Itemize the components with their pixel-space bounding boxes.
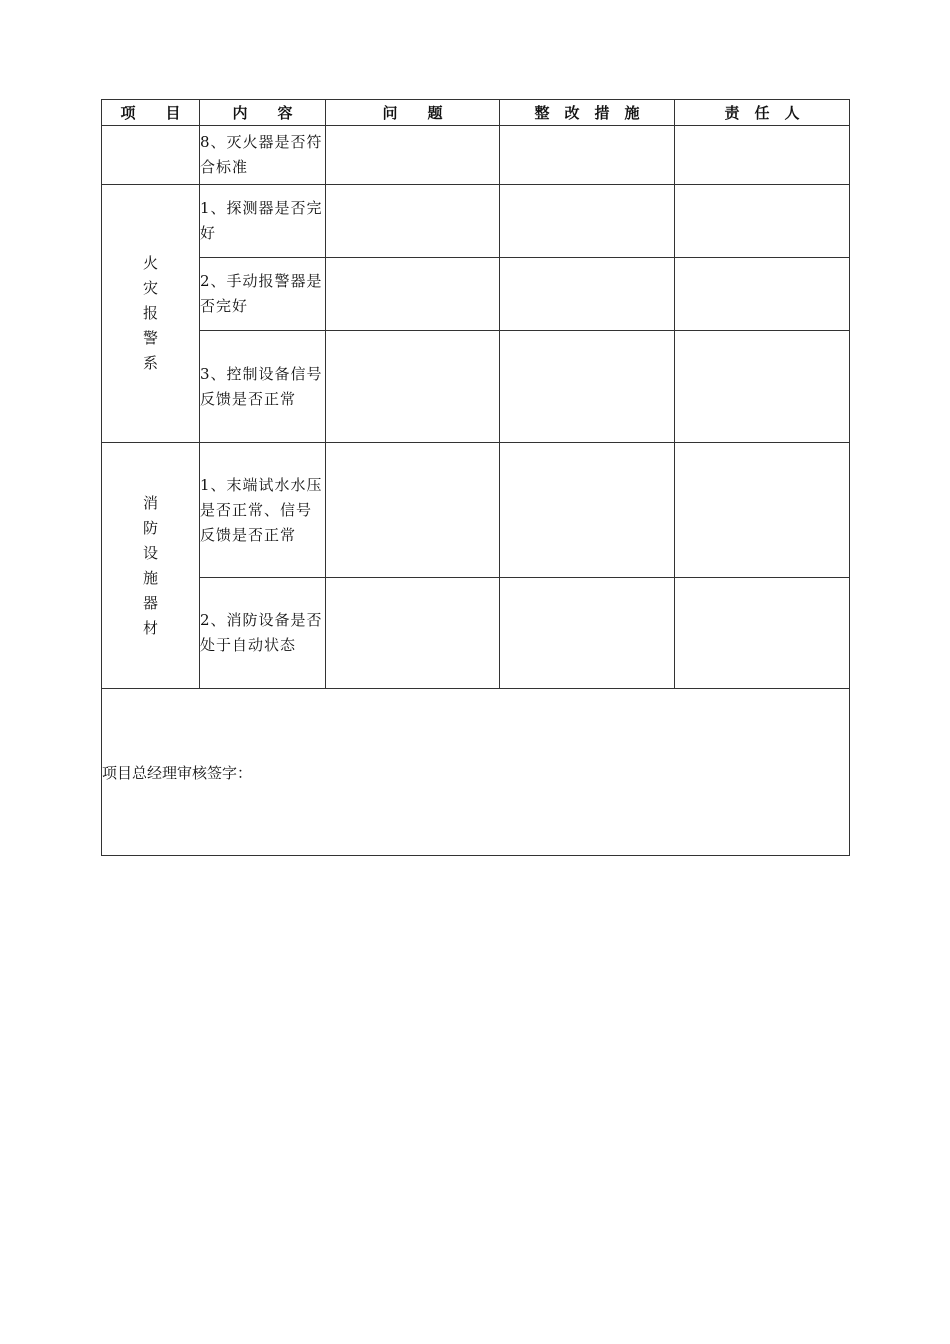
- content-cell: 2、手动报警器是否完好: [200, 258, 326, 331]
- content-cell: 1、末端试水水压是否正常、信号反馈是否正常: [200, 443, 326, 578]
- problem-cell: [326, 443, 500, 578]
- table-row: [102, 331, 850, 443]
- rectification-cell: [500, 126, 675, 185]
- rectification-cell: [500, 258, 675, 331]
- responsible-cell: [675, 185, 850, 258]
- rectification-cell: [500, 331, 675, 443]
- header-content: 内 容: [200, 100, 326, 126]
- table-row: [102, 258, 850, 331]
- problem-cell: [326, 126, 500, 185]
- rectification-cell: [500, 443, 675, 578]
- header-row: [102, 100, 850, 126]
- table-row: [102, 185, 850, 258]
- category-label: 消防设施器材: [142, 493, 158, 637]
- signature-label: 项目总经理审核签字：: [102, 763, 253, 782]
- category-cell-fire-alarm: [102, 185, 200, 443]
- problem-cell: [326, 578, 500, 689]
- responsible-cell: [675, 126, 850, 185]
- rectification-cell: [500, 578, 675, 689]
- table-row: [102, 578, 850, 689]
- problem-cell: [326, 185, 500, 258]
- content-cell: 3、控制设备信号反馈是否正常: [200, 331, 326, 443]
- rectification-cell: [500, 185, 675, 258]
- header-item: 项 目: [102, 100, 200, 126]
- inspection-checklist-table: [101, 99, 850, 856]
- signature-row: [102, 689, 850, 856]
- content-cell: 1、探测器是否完好: [200, 185, 326, 258]
- table-row: [102, 443, 850, 578]
- problem-cell: [326, 331, 500, 443]
- header-problem: 问 题: [326, 100, 500, 126]
- header-responsible: 责 任 人: [675, 100, 850, 126]
- content-cell: 2、消防设备是否处于自动状态: [200, 578, 326, 689]
- responsible-cell: [675, 331, 850, 443]
- problem-cell: [326, 258, 500, 331]
- responsible-cell: [675, 578, 850, 689]
- table-row: [102, 126, 850, 185]
- responsible-cell: [675, 258, 850, 331]
- signature-cell[interactable]: [102, 689, 850, 856]
- content-cell: 8、灭火器是否符合标准: [200, 126, 326, 185]
- category-cell-fire-equipment: [102, 443, 200, 689]
- category-label: 火灾报警系: [142, 254, 158, 372]
- header-rectification: 整 改 措 施: [500, 100, 675, 126]
- category-cell-empty: [102, 126, 200, 185]
- responsible-cell: [675, 443, 850, 578]
